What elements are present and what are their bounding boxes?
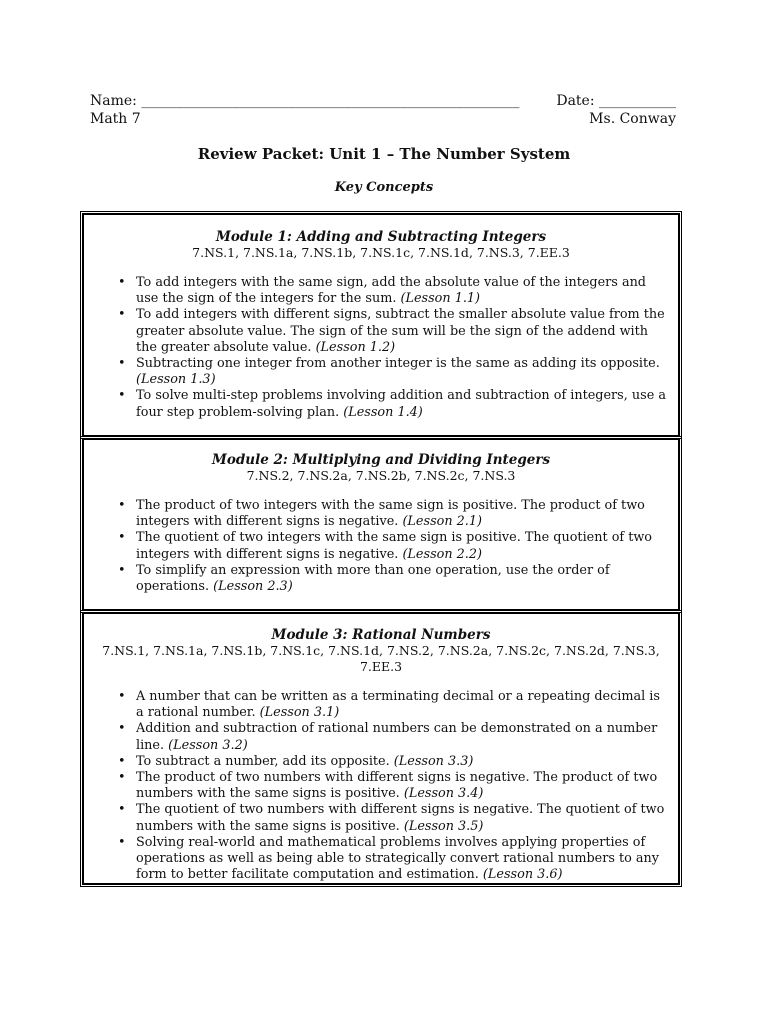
lesson-ref: (Lesson 3.4) (403, 786, 484, 802)
concept-list (90, 498, 672, 595)
concept-text: To subtract a number, add its opposite. (136, 753, 390, 769)
concept-text: A number that can be written as a terminating decimal or a repeating decimal is a rational number. (136, 689, 660, 721)
date-line: Date: ___________ (556, 93, 676, 109)
module-2-box (82, 438, 680, 611)
list-item (136, 563, 672, 595)
teacher-label: Ms. Conway (589, 111, 676, 127)
lesson-ref: (Lesson 2.3) (213, 579, 293, 595)
module-title: Module 1: Adding and Subtracting Integers (215, 229, 547, 245)
lesson-ref: (Lesson 2.2) (402, 546, 482, 562)
list-item (136, 721, 672, 753)
concept-text: The quotient of two integers with the same sign is positive. The quotient of two integers with different signs is negative. (136, 530, 652, 562)
lesson-ref: (Lesson 2.1) (402, 514, 482, 530)
lesson-ref: (Lesson 3.6) (482, 867, 563, 883)
list-item (136, 770, 672, 802)
list-item (136, 802, 672, 834)
concept-text: To add integers with the same sign, add the absolute value of the integers and use the sign of the integers for the sum. (136, 275, 647, 307)
concept-text: The quotient of two numbers with different signs is negative. The quotient of two numbers with the same signs is positive. (136, 802, 665, 834)
list-item (136, 498, 672, 530)
module-standards: 7.NS.2, 7.NS.2a, 7.NS.2b, 7.NS.2c, 7.NS.3 (246, 468, 516, 483)
concept-text: Addition and subtraction of rational numbers can be demonstrated on a number line. (136, 721, 658, 753)
list-item (136, 307, 672, 356)
course-teacher-row (90, 111, 676, 128)
name-line: Name: ______________________________________________________ (90, 93, 520, 109)
module-title: Module 3: Rational Numbers (271, 627, 491, 643)
lesson-ref: (Lesson 3.2) (168, 737, 248, 753)
concept-text: The product of two numbers with different signs is negative. The product of two numbers with the same signs is positive. (136, 770, 658, 802)
concept-text: Solving real-world and mathematical problems involves applying properties of operations as well as being able to strategically convert rational numbers to any form to better facilitate computation and estimation. (136, 834, 660, 883)
lesson-ref: (Lesson 3.1) (259, 705, 340, 721)
module-standards: 7.NS.1, 7.NS.1a, 7.NS.1b, 7.NS.1c, 7.NS.1d, 7.NS.2, 7.NS.2a, 7.NS.2c, 7.NS.2d, 7.NS.3, 7.EE.3 (102, 643, 660, 674)
module-title: Module 2: Multiplying and Dividing Integers (211, 452, 551, 468)
name-date-row (90, 93, 676, 110)
list-item (136, 754, 672, 770)
concept-text: To add integers with different signs, subtract the smaller absolute value from the greater absolute value. The sign of the sum will be the sign of the addend with the greater absolute value. (136, 307, 665, 355)
module-1-box (82, 213, 680, 437)
lesson-ref: (Lesson 3.5) (403, 818, 484, 834)
lesson-ref: (Lesson 1.1) (400, 291, 481, 307)
lesson-ref: (Lesson 3.3) (393, 753, 474, 769)
list-item (136, 388, 672, 420)
concept-text: To simplify an expression with more than one operation, use the order of operations. (136, 562, 610, 595)
lesson-ref: (Lesson 1.2) (315, 339, 396, 355)
list-item (136, 835, 672, 884)
lesson-ref: (Lesson 1.3) (136, 372, 216, 388)
concept-text: To solve multi-step problems involving addition and subtraction of integers, use a four step problem-solving plan. (136, 388, 666, 420)
concept-list (90, 275, 672, 421)
document-title: Review Packet: Unit 1 – The Number System (197, 145, 571, 163)
document-subtitle: Key Concepts (334, 180, 434, 195)
concept-text: Subtracting one integer from another integer is the same as adding its opposite. (136, 356, 660, 372)
lesson-ref: (Lesson 1.4) (343, 404, 423, 420)
concept-list (90, 689, 672, 883)
module-3-box (82, 612, 680, 885)
module-standards: 7.NS.1, 7.NS.1a, 7.NS.1b, 7.NS.1c, 7.NS.1d, 7.NS.3, 7.EE.3 (192, 245, 570, 260)
list-item (136, 530, 672, 562)
course-label: Math 7 (90, 111, 141, 127)
list-item (136, 356, 672, 388)
list-item (136, 689, 672, 721)
concept-text: The product of two integers with the same sign is positive. The product of two integers with different signs is negative. (136, 498, 645, 530)
list-item (136, 275, 672, 307)
